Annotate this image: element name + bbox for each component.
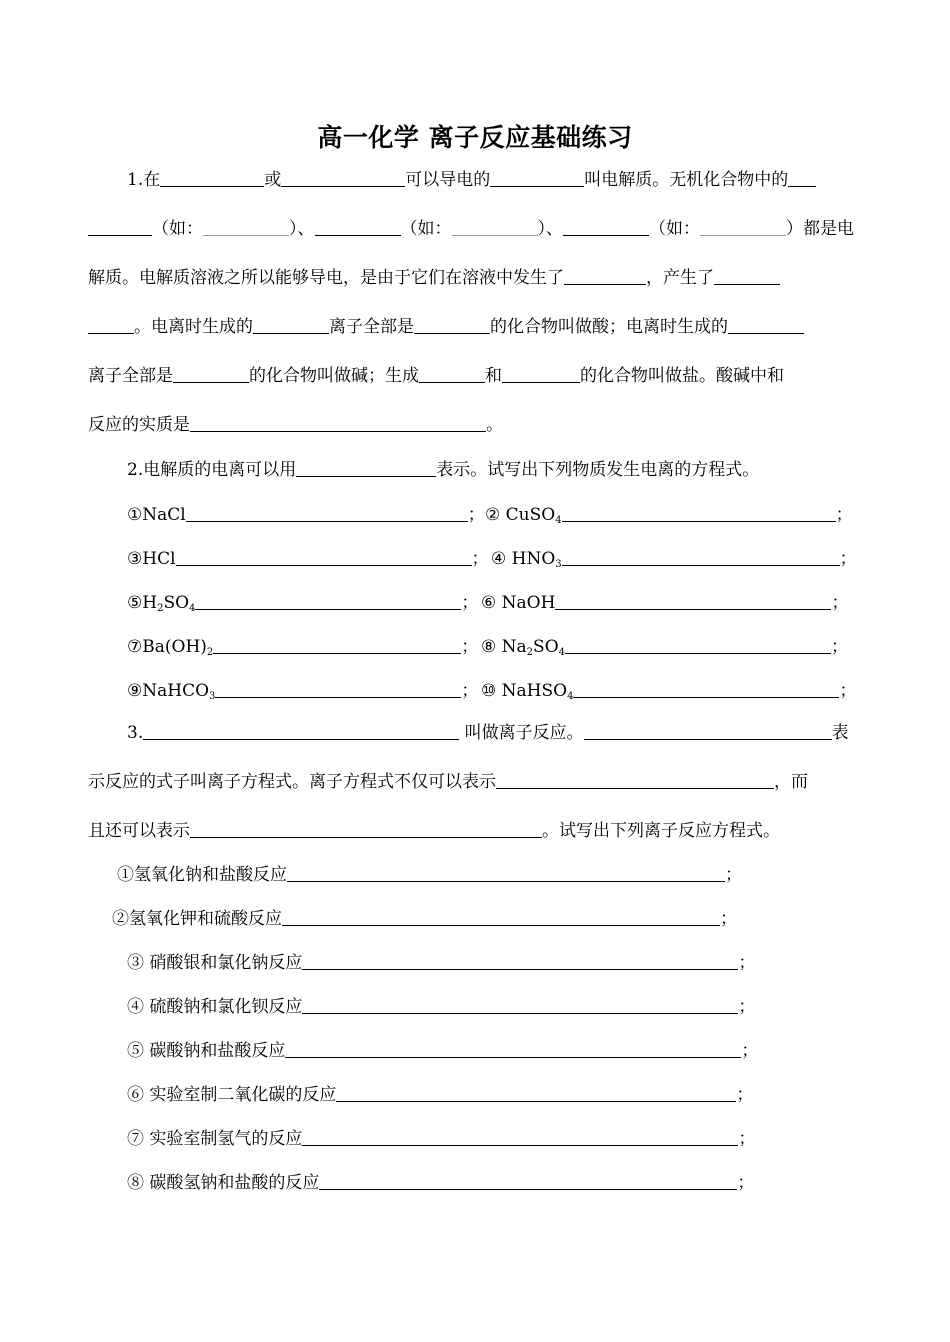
blank[interactable] [173,364,249,383]
q2-item: $⑤H_2SO_4$ ； [127,593,479,614]
blank[interactable] [253,315,329,334]
blank[interactable] [502,364,580,383]
q3-item: ④ 硫酸钠和氯化钡反应 ； [127,997,756,1017]
answer-blank[interactable] [287,863,725,882]
blank[interactable] [88,315,134,334]
answer-blank[interactable] [302,951,738,970]
q2-row-1 [127,503,853,533]
q3-item: ②氢氧化钾和硫酸反应 ； [112,909,737,929]
q2-row-3 [127,591,848,621]
answer-blank[interactable] [302,995,738,1014]
q2-item: ④ $HNO_3$ ； [491,549,857,570]
page-title: 高一化学 离子反应基础练习 [317,123,633,152]
blank[interactable] [564,266,646,285]
blank[interactable] [700,217,786,236]
blank[interactable] [584,721,832,740]
q2-item: ⑥ NaOH ； [481,593,849,613]
answer-blank[interactable] [336,1083,736,1102]
q2-row-2 [127,547,857,577]
answer-blank[interactable] [285,1039,741,1058]
q1-line-2: （如： ）、 （如： ）、 （如： ）都是电 [88,217,854,241]
q3-item: ⑧ 碳酸氢钠和盐酸的反应 ； [127,1173,755,1193]
blank[interactable] [563,217,649,236]
blank[interactable] [203,217,289,236]
q3-item: ③ 硝酸银和氯化钠反应 ； [127,953,756,973]
q3-item: ⑤ 碳酸钠和盐酸反应 ； [127,1041,759,1061]
blank[interactable] [296,458,436,477]
blank[interactable] [315,217,401,236]
q1-line-6: 反应的实质是 。 [88,415,503,435]
q3-item: ①氢氧化钠和盐酸反应 ； [117,865,742,885]
blank[interactable] [490,168,584,187]
q2-row-5 [127,679,856,709]
q2-item: $⑦Ba(OH)_2$ ； [127,637,479,658]
q1-line-1: 1.在 或 可以导电的 叫电解质。无机化合物中的 [127,168,816,192]
answer-blank[interactable] [302,1127,738,1146]
q2-row-4 [127,635,848,665]
answer-blank[interactable] [195,591,461,610]
blank[interactable] [190,413,486,432]
q1-line-4: 。电离时生成的 离子全部是 的化合物叫做酸；电离时生成的 [88,315,804,339]
blank[interactable] [281,168,405,187]
blank[interactable] [496,770,774,789]
q1-line-5: 离子全部是 的化合物叫做碱；生成 和 的化合物叫做盐。酸碱中和 [88,366,784,386]
q3-line-3: 且还可以表示 。试写出下列离子反应方程式。 [88,821,780,841]
q3-item: ⑦ 实验室制氢气的反应 ； [127,1129,756,1149]
answer-blank[interactable] [282,907,720,926]
blank[interactable] [88,217,152,236]
q2-item: ①NaCl ； [127,505,485,525]
answer-blank[interactable] [562,503,836,522]
q1-line-3: 解质。电解质溶液之所以能够导电，是由于它们在溶液中发生了 ，产生了 [88,266,780,290]
blank[interactable] [160,168,264,187]
q2-intro: 2.电解质的电离可以用 表示。试写出下列物质发生电离的方程式。 [127,460,760,480]
answer-blank[interactable] [562,547,840,566]
q3-line-2: 示反应的式子叫离子方程式。离子方程式不仅可以表示 ，而 [88,772,808,792]
blank[interactable] [190,819,542,838]
q2-item: ⑧ $Na_2SO_4$ ； [481,637,849,658]
q3-line-1: 3. 叫做离子反应。 表 [127,723,849,743]
answer-blank[interactable] [555,591,831,610]
blank[interactable] [452,217,538,236]
q2-item: ⑩ NaHSO$_4$ ； [481,681,857,702]
answer-blank[interactable] [573,679,839,698]
answer-blank[interactable] [215,679,461,698]
blank[interactable] [728,315,804,334]
blank[interactable] [788,168,816,187]
blank[interactable] [714,266,780,285]
q2-item: ⑨NaHCO$_3$ ； [127,681,479,702]
answer-blank[interactable] [319,1171,737,1190]
answer-blank[interactable] [565,635,831,654]
blank[interactable] [419,364,485,383]
q3-item: ⑥ 实验室制二氧化碳的反应 ； [127,1085,754,1105]
blank[interactable] [143,721,459,740]
answer-blank[interactable] [213,635,461,654]
answer-blank[interactable] [186,503,468,522]
q2-item: ③HCl ； [127,549,489,569]
q2-item: ② CuSO$_4$ ； [485,505,853,526]
blank[interactable] [414,315,490,334]
answer-blank[interactable] [176,547,472,566]
